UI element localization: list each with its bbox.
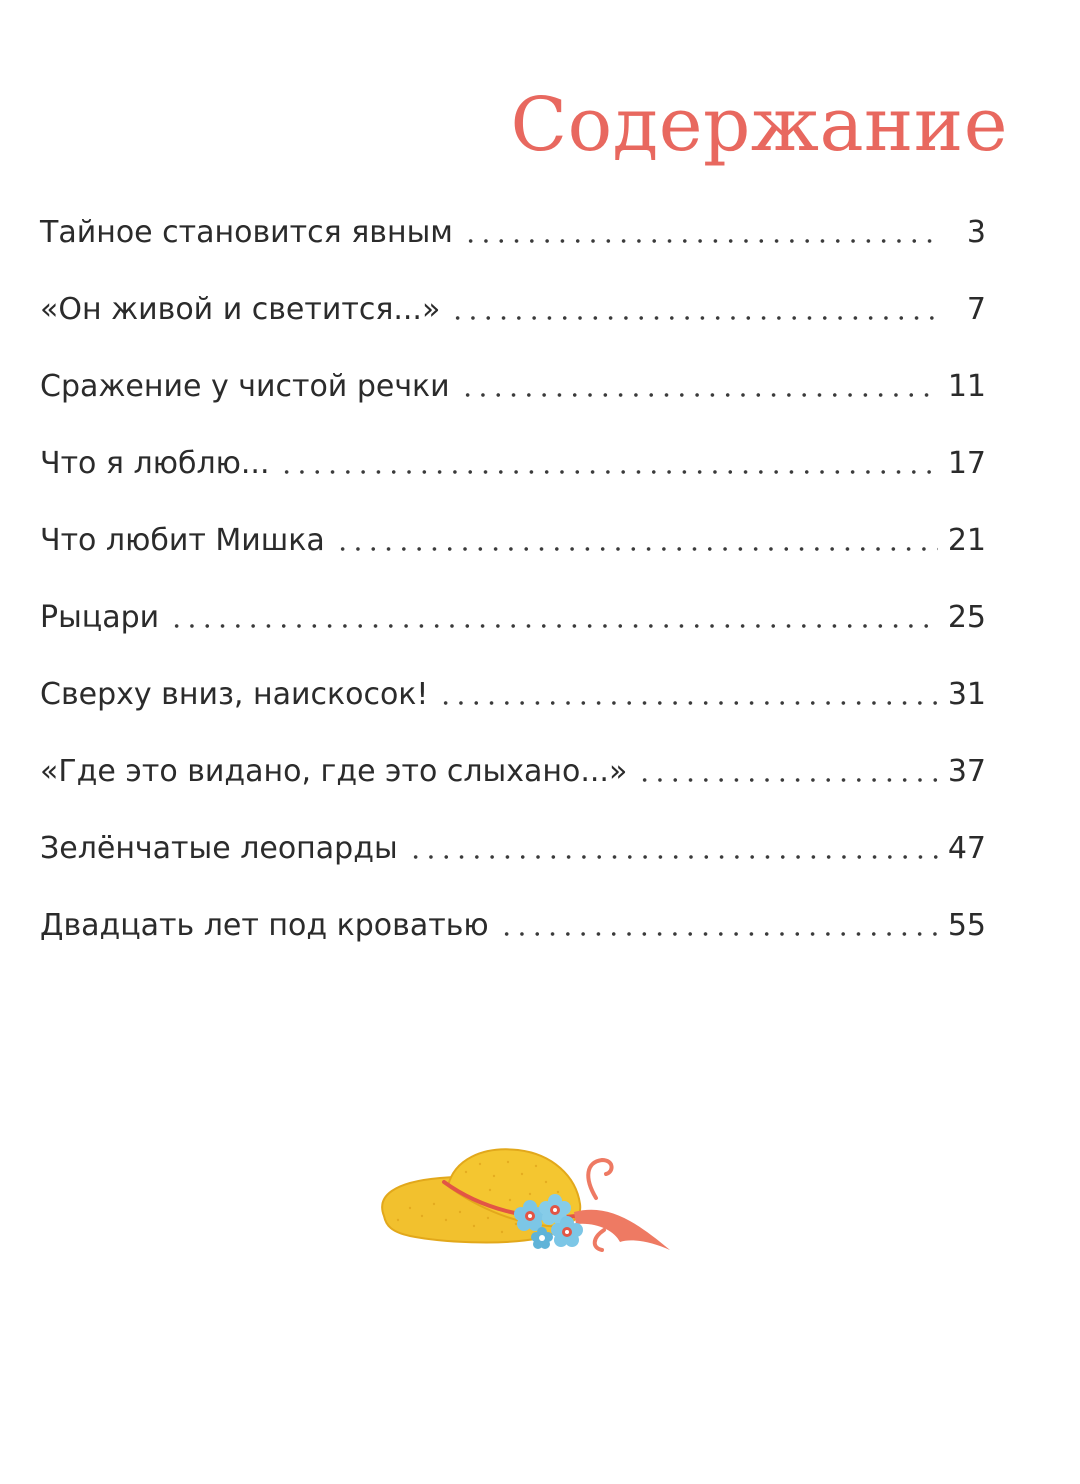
toc-entry-page: 11 [947,369,986,404]
toc-entry[interactable] [40,831,986,911]
toc-entry[interactable] [40,600,986,680]
dot-leader [169,607,938,629]
toc-entry-title: «Где это видано, где это слыхано...» [40,754,628,789]
straw-hat-illustration [370,1138,680,1260]
toc-entry-title: Что любит Мишка [40,523,325,558]
toc-entry-title: Тайное становится явным [40,215,453,250]
toc-entry-title: Сверху вниз, наискосок! [40,677,429,712]
dot-leader [460,376,938,398]
page-title: Содержание [510,82,1008,168]
toc-entry-title: Зелёнчатые леопарды [40,831,398,866]
table-of-contents [40,215,986,988]
dot-leader [408,838,938,860]
toc-entry-title: Сражение у чистой речки [40,369,450,404]
toc-entry[interactable] [40,908,986,988]
toc-entry-title: Что я люблю... [40,446,270,481]
toc-entry-page: 3 [966,215,986,250]
toc-entry-title: Двадцать лет под кроватью [40,908,489,943]
toc-entry-page: 17 [947,446,986,481]
dot-leader [637,761,937,783]
toc-entry[interactable] [40,523,986,603]
dot-leader [279,453,937,475]
toc-entry[interactable] [40,677,986,757]
toc-entry-title: Рыцари [40,600,160,635]
toc-entry[interactable] [40,754,986,834]
toc-entry-page: 31 [947,677,986,712]
dot-leader [499,915,938,937]
toc-entry-title: «Он живой и светится...» [40,292,441,327]
dot-leader [463,222,942,244]
toc-entry[interactable] [40,369,986,449]
toc-entry-page: 55 [947,908,986,943]
toc-entry-page: 47 [947,831,986,866]
toc-entry-page: 37 [947,754,986,789]
dot-leader [438,684,937,706]
dot-leader [450,299,942,321]
toc-entry[interactable] [40,292,986,372]
toc-entry-page: 7 [966,292,986,327]
toc-entry[interactable] [40,446,986,526]
toc-entry-page: 25 [947,600,986,635]
toc-entry[interactable] [40,215,986,295]
toc-entry-page: 21 [947,523,986,558]
hat-ribbon [574,1210,670,1250]
dot-leader [335,530,938,552]
